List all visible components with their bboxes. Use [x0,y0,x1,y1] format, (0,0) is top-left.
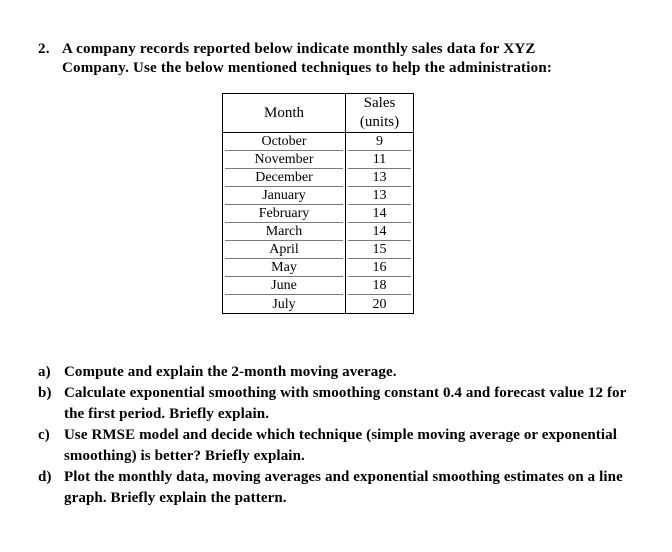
task-list [38,362,638,509]
sales-cell: 18 [346,277,414,295]
table-row [223,151,414,169]
month-cell: January [223,187,346,205]
sales-cell: 13 [346,169,414,187]
sales-table [222,93,414,314]
table-row [223,223,414,241]
month-cell: July [223,295,346,314]
month-cell: June [223,277,346,295]
month-cell: March [223,223,346,241]
table-row [223,241,414,259]
table-row [223,169,414,187]
question-line-1 [38,40,648,59]
question-number: 2. [38,41,50,57]
question-text-2: Company. Use the below mentioned techniques to help the administration: [62,60,553,76]
sales-header-line-1: Sales [363,95,396,111]
table-row [223,187,414,205]
sales-cell: 14 [346,205,414,223]
sales-cell: 20 [346,295,414,314]
task-label: c) [38,427,50,443]
sales-header-line-2: (units) [359,114,400,130]
table-row [223,259,414,277]
task-label: a) [38,364,51,380]
month-cell: October [223,133,346,152]
sales-cell: 11 [346,151,414,169]
task-text: Calculate exponential smoothing with smoothing constant 0.4 and forecast value 12 for the first period. Briefly explain. [64,385,627,422]
question-text-1: A company records reported below indicate monthly sales data for XYZ [62,41,536,57]
table-row [223,277,414,295]
task-b [38,383,638,425]
task-label: d) [38,469,52,485]
table-row [223,133,414,152]
sales-column-header [346,94,414,133]
sales-cell: 9 [346,133,414,152]
month-cell: May [223,259,346,277]
month-cell: April [223,241,346,259]
sales-cell: 13 [346,187,414,205]
question-header [38,40,648,78]
task-text: Compute and explain the 2-month moving average. [64,364,397,380]
task-c [38,425,638,467]
task-text: Use RMSE model and decide which technique (simple moving average or exponential smoothing) is better? Briefly explain. [64,427,618,464]
task-d [38,467,638,509]
sales-cell: 14 [346,223,414,241]
table-header-row [223,94,414,133]
sales-cell: 16 [346,259,414,277]
month-column-header: Month [223,94,346,133]
table-row [223,295,414,314]
table-row [223,205,414,223]
month-cell: December [223,169,346,187]
task-a [38,362,638,383]
task-label: b) [38,385,52,401]
task-text: Plot the monthly data, moving averages and exponential smoothing estimates on a line graph. Briefly explain the pattern. [64,469,623,506]
sales-cell: 15 [346,241,414,259]
month-cell: February [223,205,346,223]
month-cell: November [223,151,346,169]
